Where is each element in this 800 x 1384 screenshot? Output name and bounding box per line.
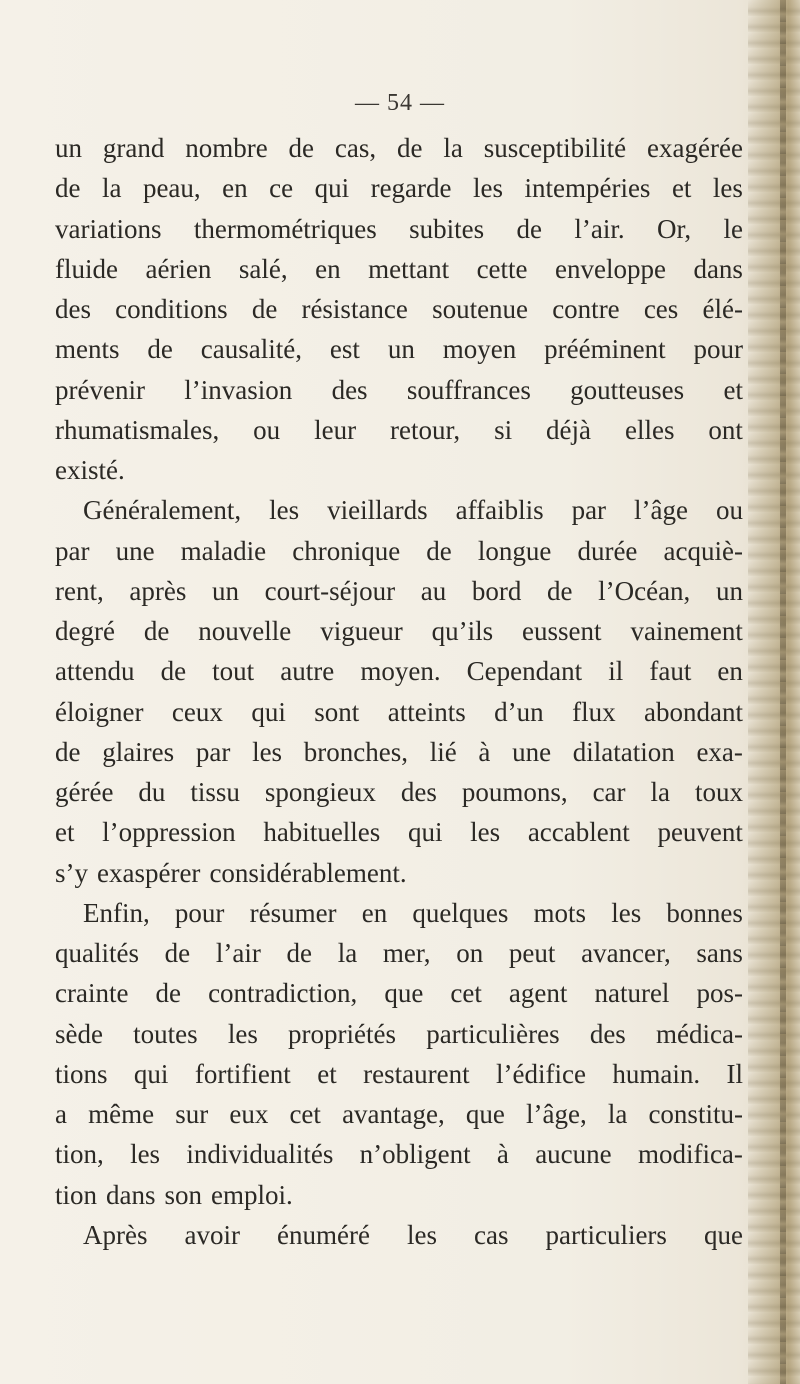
word: enveloppe <box>555 253 666 284</box>
word: vainement <box>630 616 743 646</box>
word: particuliers <box>545 1219 667 1250</box>
word: de <box>288 133 315 163</box>
word: ou <box>253 414 281 445</box>
text-line <box>55 571 743 611</box>
word: vieillards <box>327 495 428 526</box>
word: énuméré <box>277 1219 370 1250</box>
word: de <box>147 334 173 365</box>
word: un <box>387 334 415 365</box>
word: rhumatismales, <box>55 414 220 445</box>
text-line <box>55 531 743 571</box>
word: dilatation <box>572 736 675 767</box>
word: qu’ils <box>431 616 494 646</box>
word: ou <box>716 495 743 526</box>
word: tion <box>55 1179 98 1210</box>
text-line <box>55 1054 743 1094</box>
word: une <box>512 736 552 767</box>
word: vigueur <box>320 616 403 646</box>
word: par <box>571 495 607 526</box>
word: l’oppression <box>102 817 236 848</box>
word: tion, <box>55 1139 104 1170</box>
word: élé- <box>702 294 743 324</box>
text-line <box>55 329 743 369</box>
word: spongieux <box>264 777 376 807</box>
page-edge-shadow <box>748 0 800 1384</box>
word: atteints <box>387 696 466 727</box>
word: bonnes <box>666 897 743 928</box>
word: elles <box>624 414 675 445</box>
word: mettant <box>368 253 450 284</box>
text-line <box>55 1094 743 1134</box>
word: de <box>55 173 81 204</box>
text-line <box>55 128 743 168</box>
word: de <box>516 213 543 244</box>
word: pos- <box>696 978 743 1009</box>
word: goutteuses <box>570 374 685 405</box>
word: poumons, <box>461 777 568 807</box>
word: grand <box>102 133 165 163</box>
word: Après <box>83 1219 148 1250</box>
word: de <box>286 938 312 968</box>
word: ments <box>55 334 120 365</box>
word: un <box>715 575 743 606</box>
word: les <box>473 173 503 204</box>
word: résumer <box>249 897 337 928</box>
word: affaiblis <box>455 495 544 526</box>
word: par <box>195 736 231 767</box>
word: que <box>703 1219 743 1250</box>
word: tions <box>55 1058 108 1089</box>
word: l’air <box>215 938 261 968</box>
word: l’air. <box>574 213 625 244</box>
word: sède <box>55 1018 103 1049</box>
text-line <box>55 692 743 732</box>
word: causalité, <box>200 334 302 365</box>
word: à <box>478 736 491 767</box>
word: les <box>252 736 283 767</box>
word: exa- <box>696 736 743 767</box>
text-line <box>55 168 743 208</box>
text-line <box>55 1134 743 1174</box>
text-line <box>55 893 743 933</box>
word: exagérée <box>647 133 743 163</box>
page-number: — 54 — <box>355 90 445 116</box>
word: salé, <box>238 253 288 284</box>
word: emploi. <box>211 1179 293 1210</box>
word: et <box>723 374 743 405</box>
word: quelques <box>412 897 509 928</box>
word: particulières <box>426 1018 560 1049</box>
word: de <box>546 575 573 606</box>
word: les <box>470 817 501 848</box>
word: naturel <box>594 978 670 1009</box>
word: Il <box>726 1058 743 1089</box>
word: des <box>55 294 91 324</box>
word: Cependant <box>466 656 583 687</box>
text-line <box>55 370 743 410</box>
word: crainte <box>55 978 129 1009</box>
word: qui <box>133 1058 169 1089</box>
word: longue <box>477 535 552 566</box>
word: la <box>101 173 122 204</box>
word: des <box>589 1018 626 1049</box>
word: de <box>164 938 191 968</box>
word: en <box>361 897 388 928</box>
word: et <box>317 1058 337 1089</box>
text-line <box>55 651 743 691</box>
word: de <box>251 294 278 324</box>
word: l’invasion <box>184 374 293 405</box>
word: ce <box>269 173 294 204</box>
word: autre <box>280 656 335 687</box>
word: contradiction, <box>208 978 358 1009</box>
text-line <box>55 732 743 772</box>
word: les <box>712 173 743 204</box>
word: on <box>456 938 484 968</box>
word: même <box>88 1099 155 1129</box>
word: rent, <box>55 575 104 606</box>
word: les <box>406 1219 437 1250</box>
word: l’âge <box>634 495 689 526</box>
word: a <box>55 1099 67 1129</box>
word: retour, <box>390 414 461 445</box>
word: modifica- <box>637 1139 743 1170</box>
word: bronches, <box>303 736 408 767</box>
word: cas <box>473 1219 509 1250</box>
word: glaires <box>102 736 175 767</box>
word: ont <box>708 414 743 445</box>
text-line <box>55 611 743 651</box>
word: mots <box>533 897 587 928</box>
word: cet <box>450 978 482 1009</box>
word: aucune <box>535 1139 612 1170</box>
word: peau, <box>142 173 201 204</box>
word: sur <box>175 1099 209 1129</box>
word: de <box>55 736 81 767</box>
word: il <box>608 656 624 687</box>
word: en <box>717 656 743 687</box>
word: dans <box>106 1179 156 1210</box>
word: au <box>420 575 447 606</box>
word: les <box>227 1018 258 1049</box>
word: maladie <box>180 535 267 566</box>
word: toutes <box>133 1018 198 1049</box>
word: les <box>611 897 642 928</box>
word: flux <box>572 696 616 727</box>
word: est <box>329 334 360 365</box>
word: après <box>129 575 187 606</box>
word: résistance <box>301 294 408 324</box>
text-line <box>55 1014 743 1054</box>
word: les <box>130 1139 161 1170</box>
word: peuvent <box>657 817 743 848</box>
word: subites <box>409 213 485 244</box>
binding-edge <box>780 0 786 1384</box>
word: attendu <box>55 656 135 687</box>
word: éloigner <box>55 696 144 727</box>
word: mer, <box>382 938 431 968</box>
word: dans <box>693 253 743 284</box>
word: chronique <box>292 535 401 566</box>
text-line <box>55 1215 743 1255</box>
word: aérien <box>145 253 212 284</box>
word: son <box>164 1179 203 1210</box>
word: tout <box>212 656 255 687</box>
word: abondant <box>644 696 743 727</box>
word: déjà <box>546 414 592 445</box>
word: intempéries <box>524 173 651 204</box>
word: regarde <box>370 173 452 204</box>
word: bord <box>471 575 522 606</box>
word: lié <box>429 736 457 767</box>
word: variations <box>55 213 162 244</box>
word: en <box>222 173 248 204</box>
word: par <box>55 535 90 566</box>
word: l’Océan, <box>598 575 691 606</box>
word: de <box>143 616 170 646</box>
word: faut <box>649 656 692 687</box>
word: que <box>384 978 424 1009</box>
word: considérablement. <box>209 857 407 888</box>
word: eussent <box>522 616 602 646</box>
text-line <box>55 853 743 893</box>
word: soutenue <box>432 294 529 324</box>
word: moyen <box>442 334 517 365</box>
word: degré <box>55 616 115 646</box>
text-line <box>55 249 743 289</box>
word: ceux <box>171 696 223 727</box>
word: tissu <box>190 777 240 807</box>
word: d’un <box>494 696 544 727</box>
word: qui <box>407 817 443 848</box>
word: qualités <box>55 938 139 968</box>
word: le <box>723 213 743 244</box>
text-line <box>55 410 743 450</box>
word: constitu- <box>648 1099 743 1129</box>
word: humain. <box>612 1058 701 1089</box>
word: la <box>607 1099 628 1129</box>
word: individualités <box>186 1139 334 1170</box>
word: moyen. <box>360 656 441 687</box>
word: pour <box>174 897 225 928</box>
word: la <box>650 777 670 807</box>
word: que <box>465 1099 505 1129</box>
word: souffrances <box>406 374 531 405</box>
word: du <box>138 777 166 807</box>
word: qui <box>314 173 350 204</box>
word: Généralement, <box>83 495 242 526</box>
word: la <box>337 938 358 968</box>
word: sans <box>696 938 743 968</box>
word: accablent <box>527 817 630 848</box>
word: de <box>426 535 452 566</box>
word: durée <box>577 535 638 566</box>
word: susceptibilité <box>483 133 627 163</box>
word: fluide <box>55 253 118 284</box>
word: un <box>55 133 82 163</box>
word: sont <box>314 696 360 727</box>
word: peut <box>508 938 556 968</box>
word: cet <box>289 1099 321 1129</box>
word: nouvelle <box>198 616 292 646</box>
word: existé. <box>55 455 125 485</box>
text-line <box>55 490 743 530</box>
word: une <box>115 535 155 566</box>
word: fortifient <box>194 1058 291 1089</box>
word: un <box>211 575 239 606</box>
word: l’édifice <box>495 1058 586 1089</box>
word: exaspérer <box>97 857 201 888</box>
word: et <box>671 173 692 204</box>
word: des <box>331 374 368 405</box>
word: l’âge, <box>525 1099 587 1129</box>
text-line <box>55 289 743 329</box>
word: de <box>396 133 423 163</box>
word: Or, <box>656 213 692 244</box>
word: acquiè- <box>663 535 743 566</box>
word: cette <box>476 253 528 284</box>
text-line <box>55 973 743 1013</box>
word: cas, <box>334 133 377 163</box>
word: prééminent <box>544 334 666 365</box>
word: pour <box>693 334 743 365</box>
word: conditions <box>115 294 228 324</box>
word: des <box>400 777 437 807</box>
word: médica- <box>656 1018 743 1049</box>
word: les <box>269 495 300 526</box>
word: Enfin, <box>83 897 150 928</box>
text-line <box>55 209 743 249</box>
word: à <box>496 1139 509 1170</box>
word: thermométriques <box>193 213 377 244</box>
word: en <box>315 253 341 284</box>
text-line <box>55 450 743 490</box>
word: de <box>160 656 187 687</box>
word: si <box>494 414 513 445</box>
word: avantage, <box>342 1099 445 1129</box>
word: n’obligent <box>359 1139 471 1170</box>
word: leur <box>314 414 357 445</box>
word: agent <box>508 978 568 1009</box>
word: habituelles <box>263 817 381 848</box>
word: eux <box>229 1099 269 1129</box>
word: propriétés <box>288 1018 397 1049</box>
word: gérée <box>55 777 114 807</box>
body-text <box>55 128 743 1255</box>
word: toux <box>694 777 743 807</box>
text-line <box>55 812 743 852</box>
text-line <box>55 1175 743 1215</box>
word: court-séjour <box>264 575 396 606</box>
text-line <box>55 772 743 812</box>
word: de <box>155 978 181 1009</box>
word: qui <box>251 696 286 727</box>
word: la <box>443 133 463 163</box>
word: nombre <box>185 133 268 163</box>
word: et <box>55 817 75 848</box>
word: car <box>592 777 626 807</box>
word: avoir <box>184 1219 240 1250</box>
text-line <box>55 933 743 973</box>
word: ces <box>643 294 679 324</box>
word: contre <box>552 294 620 324</box>
word: restaurent <box>363 1058 470 1089</box>
word: s’y <box>55 857 88 888</box>
word: prévenir <box>55 374 145 405</box>
word: avancer, <box>581 938 671 968</box>
